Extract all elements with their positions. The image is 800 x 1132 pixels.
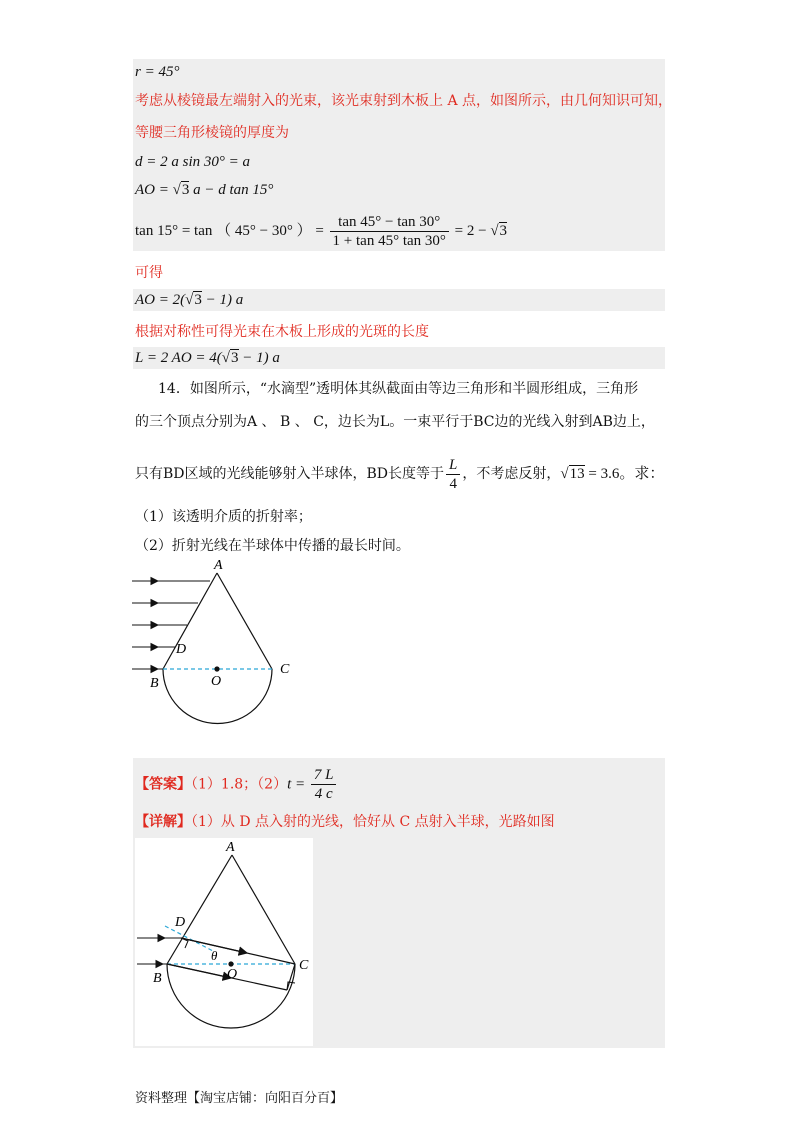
r-equation: r = 45°: [135, 64, 180, 80]
explanation-line: 【详解】（1）从 D 点入射的光线，恰好从 C 点射入半球，光路如图: [135, 814, 555, 830]
label-o: O: [211, 674, 222, 689]
label-d-2: D: [175, 915, 186, 930]
side-ac: [217, 573, 272, 669]
ao-equation: AO = √3 a − d tan 15°: [135, 182, 274, 198]
label-a: A: [214, 558, 223, 573]
figure-1-waterdrop: [130, 555, 310, 745]
kede-text: 可得: [135, 265, 163, 281]
label-c: C: [280, 662, 290, 677]
explanation-tag: 【详解】: [135, 814, 191, 830]
question-line1: 14．如图所示，“水滴型”透明体其纵截面由等边三角形和半圆形组成，三角形: [158, 381, 639, 397]
label-a-2: A: [226, 840, 235, 855]
tan-equation: tan 15° = tan （ 45° − 30° ） = $\frac{\tan 45^\circ - \tan 30^\circ}{1 + \tan 45^\circ \tan 30^\circ}$ = 2 − √3: [135, 214, 508, 250]
center-o-dot: [214, 666, 219, 671]
symmetry-text: 根据对称性可得光束在木板上形成的光斑的长度: [135, 324, 429, 340]
label-theta: θ: [211, 948, 218, 963]
intro-text-line2: 等腰三角形棱镜的厚度为: [135, 125, 289, 141]
label-d: D: [176, 642, 187, 657]
label-c-2: C: [299, 958, 309, 973]
label-b: B: [150, 676, 159, 691]
answer-line: 【答案】（1）1.8；（2）t = $\frac{7 L}{4 c}$: [135, 766, 338, 803]
footer-source: 资料整理【淘宝店铺：向阳百分百】: [135, 1091, 344, 1106]
label-b-2: B: [153, 971, 162, 986]
question-line3: 只有BD区域的光线能够射入半球体，BD长度等于 $\frac{L}{4}$ ，不考虑反射，√13 = 3.6。求：: [135, 456, 665, 492]
intro-text-line1: 考虑从棱镜最左端射入的光束，该光束射到木板上 A 点，如图所示，由几何知识可知，: [135, 93, 673, 109]
figure-2-lightpath: [135, 838, 313, 1046]
ao2-equation: AO = 2(√3 − 1) a: [135, 292, 244, 308]
label-o-2: O: [227, 967, 238, 982]
side-ac-2: [232, 855, 295, 964]
d-equation: d = 2 a sin 30° = a: [135, 154, 250, 170]
question-line2: 的三个顶点分别为A 、 B 、 C，边长为L。一束平行于BC边的光线入射到AB边上，: [135, 414, 655, 430]
sub-question-2: （2）折射光线在半球体中传播的最长时间。: [135, 538, 410, 554]
sub-question-1: （1）该透明介质的折射率；: [135, 509, 312, 525]
l-equation: L = 2 AO = 4(√3 − 1) a: [135, 350, 280, 366]
center-o-dot-2: [228, 961, 233, 966]
side-ab: [163, 573, 217, 669]
answer-tag: 【答案】: [135, 776, 191, 793]
